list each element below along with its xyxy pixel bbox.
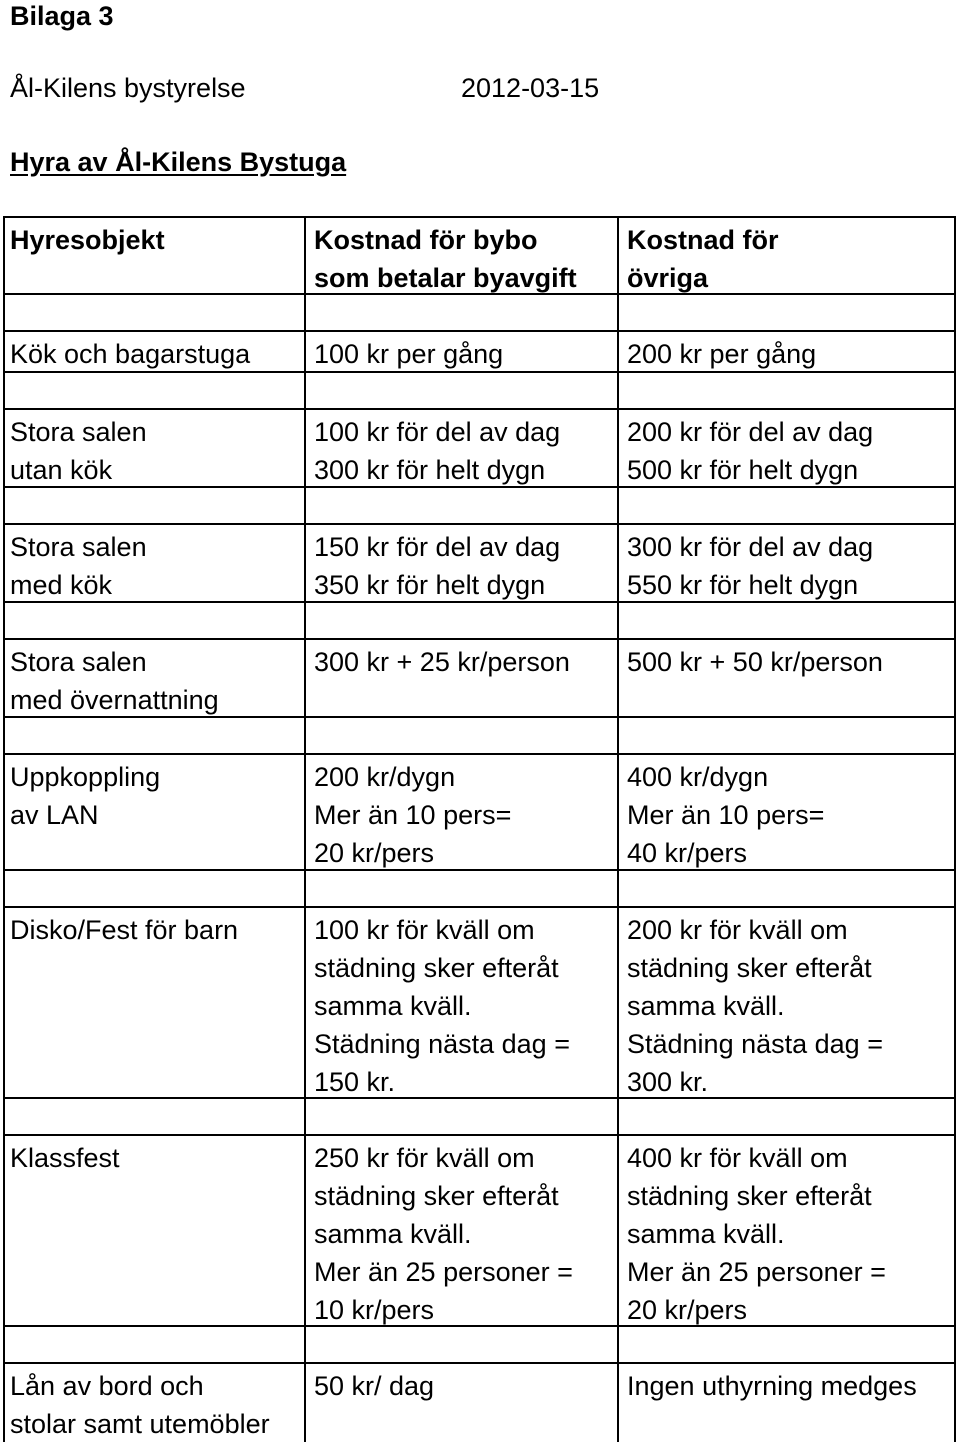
row-member-cost: 150 kr för del av dag 350 kr för helt dygn [314,532,561,600]
row-member-cost: 100 kr per gång [314,339,504,369]
row-object: Uppkoppling av LAN [10,762,161,830]
row-object: Disko/Fest för barn [10,915,239,945]
table-rule [3,408,956,410]
table-column-rule [304,216,306,1442]
row-member-cost: 200 kr/dygn Mer än 10 pers= 20 kr/pers [314,762,512,868]
table-rule [3,523,956,525]
row-object: Stora salen med kök [10,532,147,600]
table-rule [3,638,956,640]
row-other-cost: 400 kr/dygn Mer än 10 pers= 40 kr/pers [627,762,825,868]
table-rule [3,1362,956,1364]
row-object: Stora salen med övernattning [10,647,219,715]
row-object: Lån av bord och stolar samt utemöbler [10,1371,270,1439]
document-date: 2012-03-15 [461,73,600,103]
column-header-member-cost: Kostnad för bybo som betalar byavgift [314,225,577,293]
table-rule [3,216,956,218]
organization-name: Ål-Kilens bystyrelse [10,73,246,103]
row-object: Kök och bagarstuga [10,339,251,369]
column-header-object: Hyresobjekt [10,225,165,255]
row-member-cost: 250 kr för kväll om städning sker efteråt samma kväll. Mer än 25 personer = 10 kr/pers [314,1143,573,1325]
row-object: Klassfest [10,1143,120,1173]
row-other-cost: 200 kr per gång [627,339,817,369]
row-member-cost: 50 kr/ dag [314,1371,435,1401]
table-column-rule [617,216,619,1442]
table-column-rule [3,216,5,1442]
row-member-cost: 300 kr + 25 kr/person [314,647,570,677]
row-other-cost: 400 kr för kväll om städning sker efteråt samma kväll. Mer än 25 personer = 20 kr/pers [627,1143,886,1325]
document-title: Hyra av Ål-Kilens Bystuga [10,147,347,177]
column-header-other-cost: Kostnad för övriga [627,225,779,293]
table-column-rule [954,216,956,1442]
table-rule [3,906,956,908]
table-rule [3,330,956,332]
row-member-cost: 100 kr för kväll om städning sker efteråt samma kväll. Städning nästa dag = 150 kr. [314,915,570,1097]
row-object: Stora salen utan kök [10,417,147,485]
row-member-cost: 100 kr för del av dag 300 kr för helt dygn [314,417,561,485]
row-other-cost: 500 kr + 50 kr/person [627,647,883,677]
row-other-cost: Ingen uthyrning medges [627,1371,917,1401]
row-other-cost: 200 kr för kväll om städning sker efteråt samma kväll. Städning nästa dag = 300 kr. [627,915,883,1097]
table-rule [3,753,956,755]
row-other-cost: 200 kr för del av dag 500 kr för helt dygn [627,417,874,485]
row-other-cost: 300 kr för del av dag 550 kr för helt dygn [627,532,874,600]
table-rule [3,1134,956,1136]
attachment-label: Bilaga 3 [10,1,114,31]
